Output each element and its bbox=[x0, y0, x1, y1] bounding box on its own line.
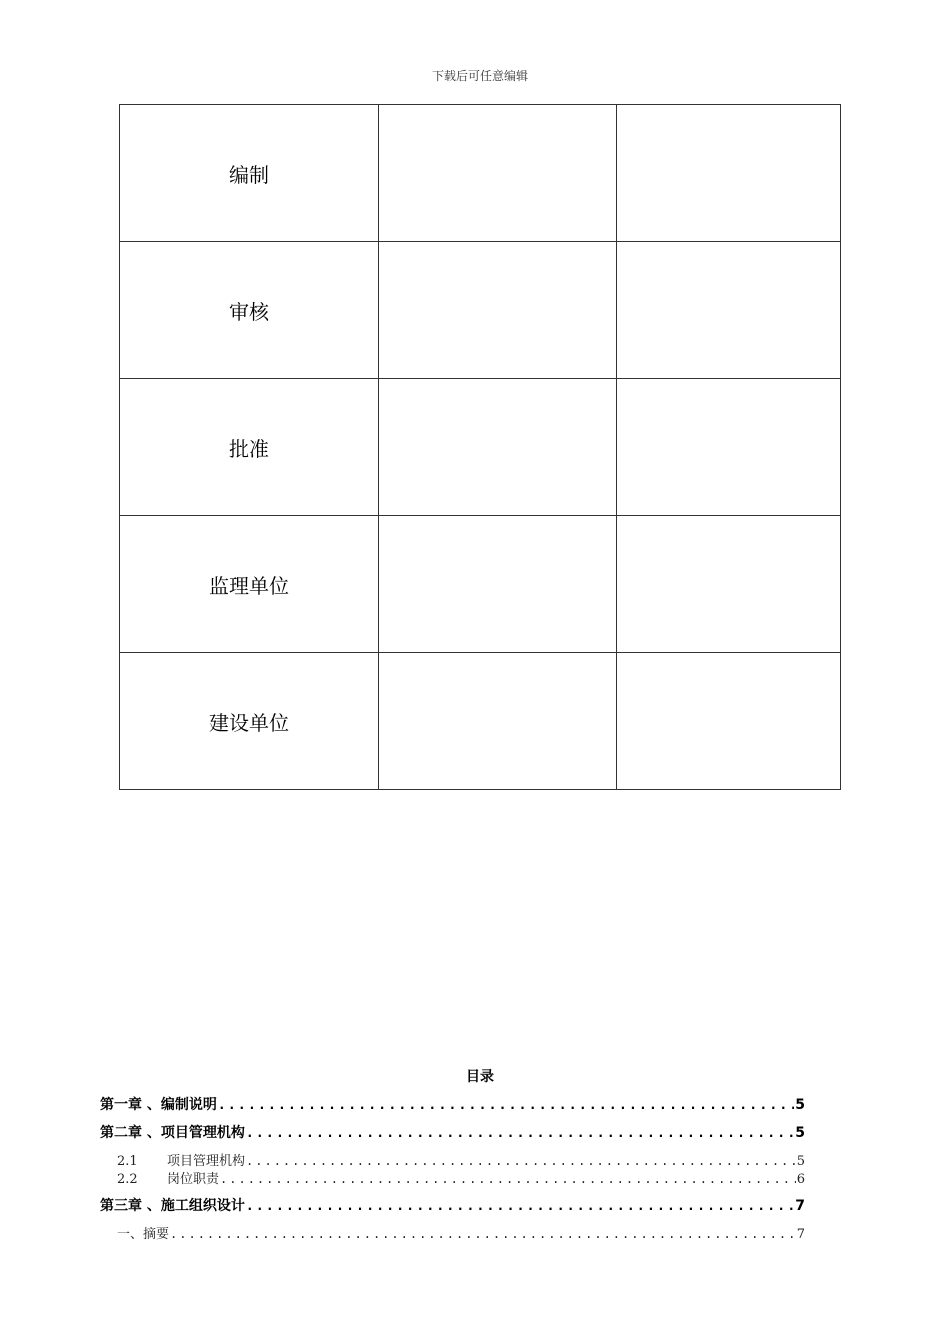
date-cell[interactable] bbox=[617, 653, 841, 790]
toc-entry-label: 项目管理机构 bbox=[167, 1154, 246, 1169]
toc-entry-label: 一、摘要 bbox=[117, 1227, 170, 1242]
date-cell[interactable] bbox=[617, 242, 841, 379]
toc-entry-text bbox=[117, 1150, 245, 1169]
toc-page-number: 5 bbox=[795, 1097, 805, 1113]
table-row bbox=[120, 242, 841, 379]
toc-entry[interactable] bbox=[100, 1150, 805, 1169]
signature-cell[interactable] bbox=[379, 516, 617, 653]
toc-entry-label: 第二章 、项目管理机构 bbox=[100, 1125, 245, 1141]
row-label: 监理单位 bbox=[120, 516, 379, 653]
row-label: 编制 bbox=[120, 105, 379, 242]
signature-cell[interactable] bbox=[379, 379, 617, 516]
toc-entry[interactable] bbox=[100, 1223, 805, 1242]
toc-entry[interactable] bbox=[100, 1195, 805, 1215]
toc-leader-dots bbox=[170, 1227, 796, 1241]
toc-leader-dots bbox=[246, 1154, 796, 1168]
date-cell[interactable] bbox=[617, 516, 841, 653]
row-label: 审核 bbox=[120, 242, 379, 379]
row-label: 批准 bbox=[120, 379, 379, 516]
toc-leader-dots bbox=[220, 1172, 796, 1186]
table-row bbox=[120, 105, 841, 242]
toc-leader-dots bbox=[246, 1199, 794, 1214]
toc-page-number: 7 bbox=[796, 1227, 805, 1242]
date-cell[interactable] bbox=[617, 105, 841, 242]
toc-entry-label: 第一章 、编制说明 bbox=[100, 1097, 217, 1113]
row-label: 建设单位 bbox=[120, 653, 379, 790]
toc-entry-label: 第三章 、施工组织设计 bbox=[100, 1198, 245, 1214]
toc-entry-text bbox=[117, 1168, 219, 1187]
toc-entry-number: 2.2 bbox=[117, 1172, 138, 1187]
toc-entry-number: 2.1 bbox=[117, 1154, 138, 1169]
table-row bbox=[120, 516, 841, 653]
toc-entry[interactable] bbox=[100, 1122, 805, 1142]
toc-entry[interactable] bbox=[100, 1168, 805, 1187]
toc-leader-dots bbox=[246, 1126, 794, 1141]
table-row bbox=[120, 653, 841, 790]
page-header: 下载后可任意编辑 bbox=[431, 69, 528, 83]
signature-cell[interactable] bbox=[379, 653, 617, 790]
toc-page-number: 7 bbox=[795, 1198, 805, 1214]
signature-cell[interactable] bbox=[379, 242, 617, 379]
approval-table bbox=[119, 104, 841, 790]
table-row bbox=[120, 379, 841, 516]
toc-entry[interactable] bbox=[100, 1094, 805, 1114]
toc-title: 目录 bbox=[466, 1069, 494, 1085]
toc-page-number: 5 bbox=[796, 1154, 805, 1169]
date-cell[interactable] bbox=[617, 379, 841, 516]
toc-page-number: 6 bbox=[796, 1172, 805, 1187]
signature-cell[interactable] bbox=[379, 105, 617, 242]
toc-page-number: 5 bbox=[795, 1125, 805, 1141]
toc-entry-label: 岗位职责 bbox=[167, 1172, 220, 1187]
toc-leader-dots bbox=[218, 1098, 794, 1113]
